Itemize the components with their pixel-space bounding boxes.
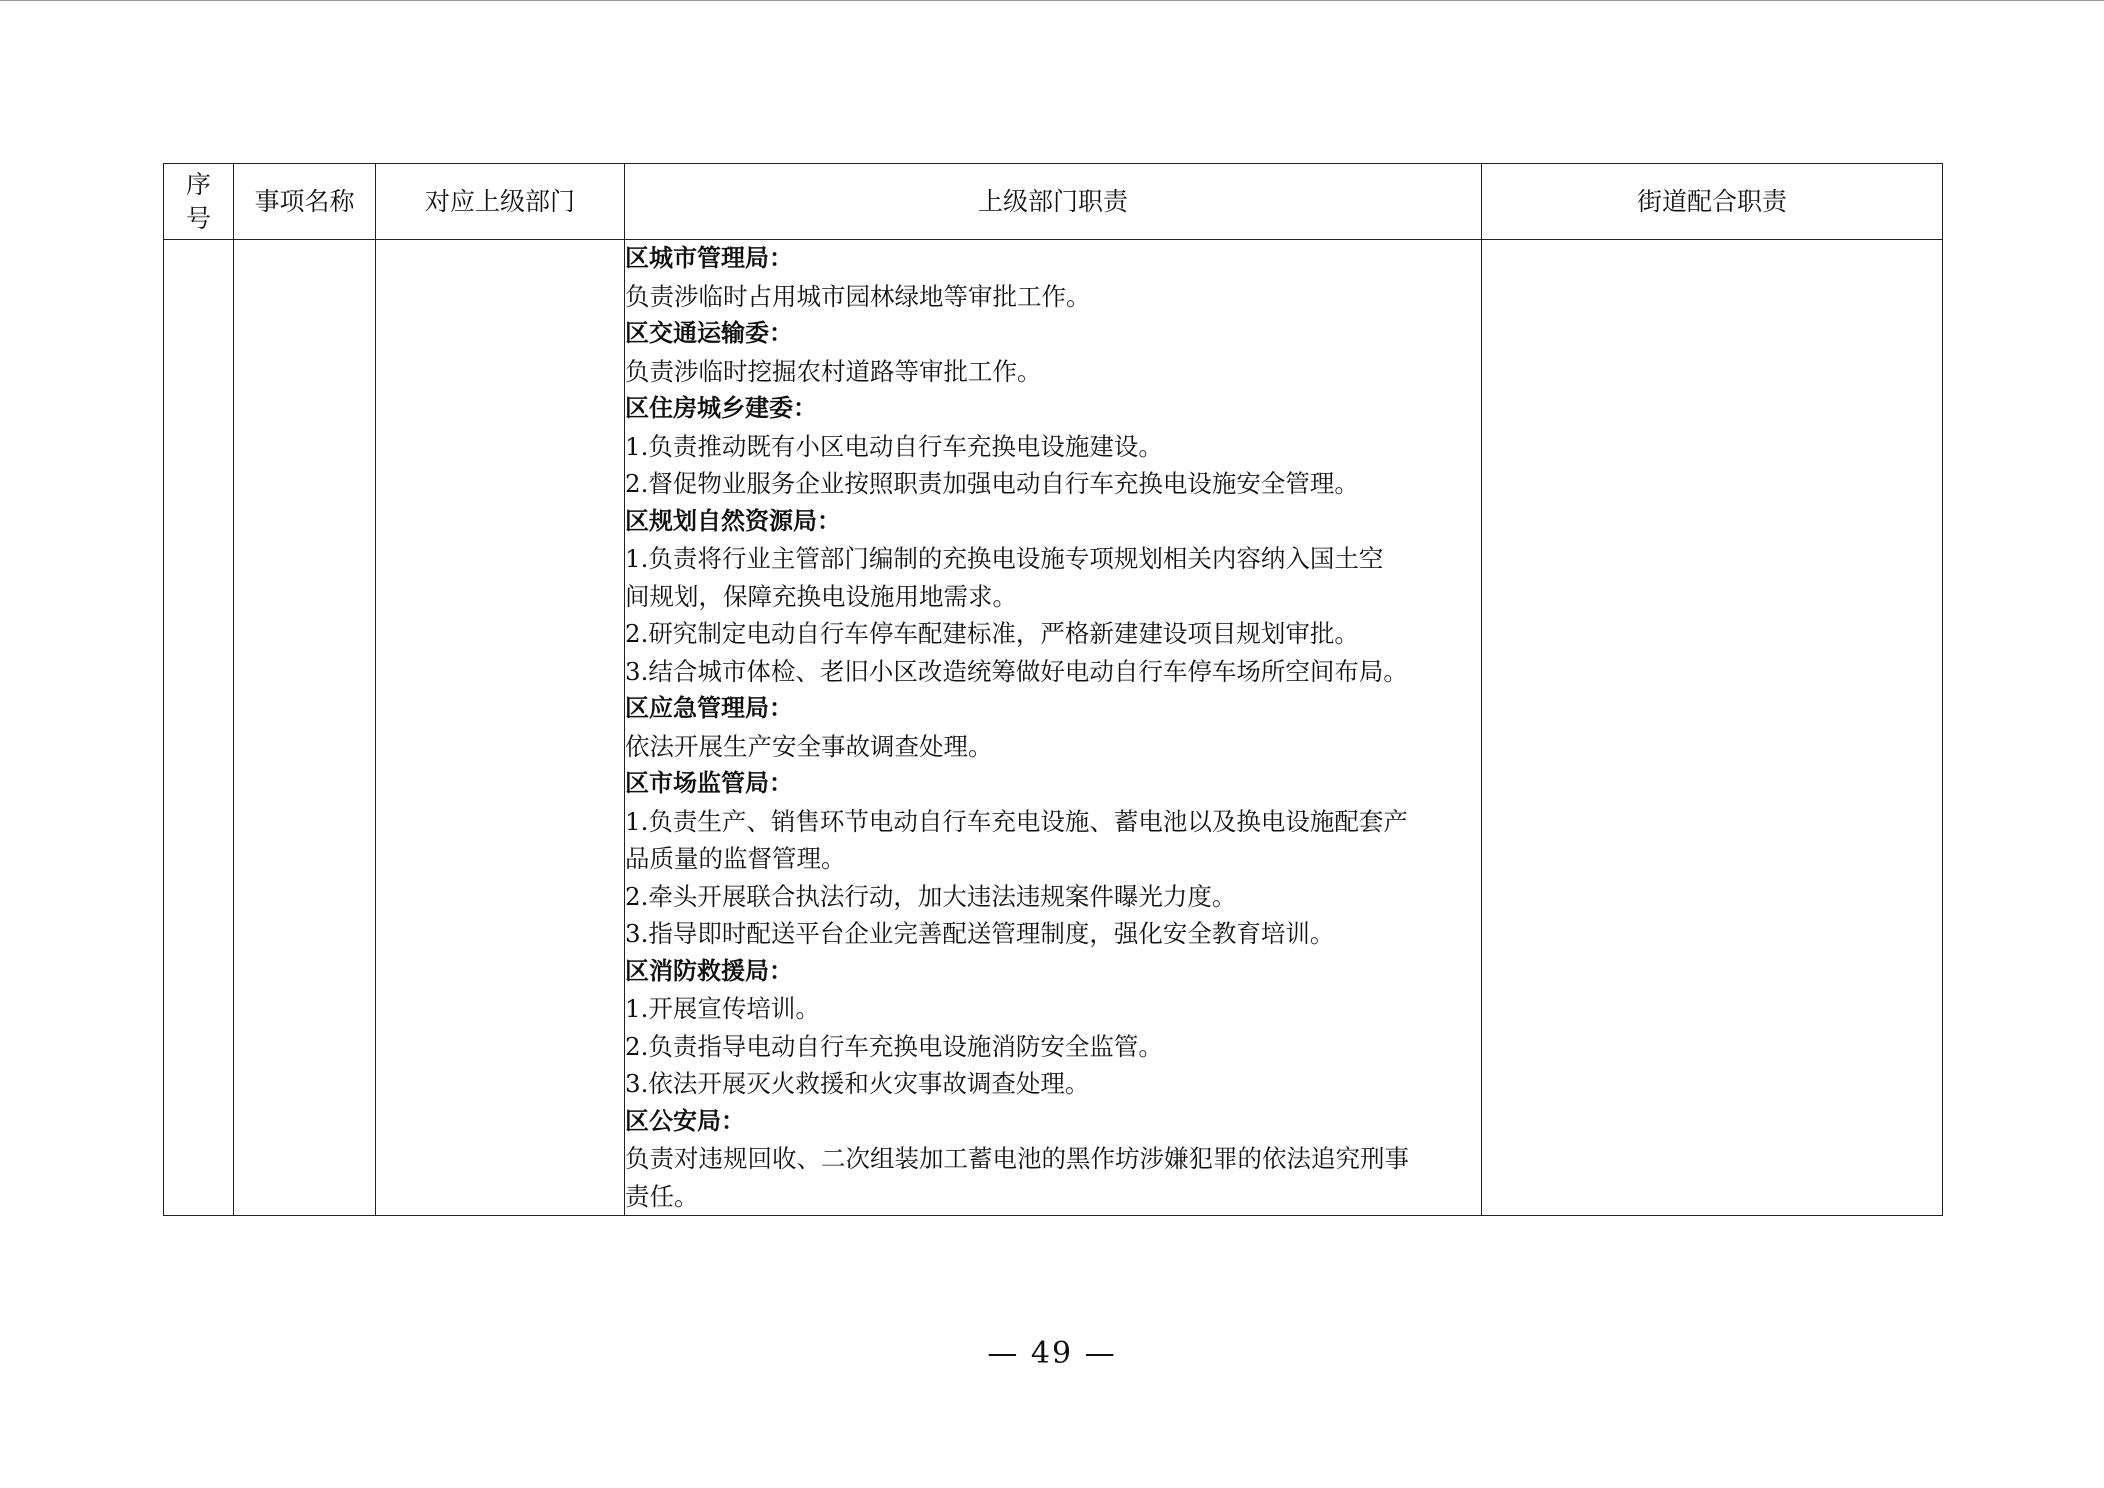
dept-name: 区规划自然资源局：	[625, 506, 841, 535]
duty-line: 依法开展生产安全事故调查处理。	[625, 731, 993, 761]
duty-line: 责任。	[625, 1181, 699, 1211]
duty-line: 3.依法开展灭火救援和火灾事故调查处理。	[625, 1069, 1090, 1098]
dept-block-market-supervision	[625, 765, 1481, 953]
dept-block-transport	[625, 315, 1481, 390]
dept-block-planning	[625, 503, 1481, 691]
header-street-duties: 街道配合职责	[1482, 164, 1943, 240]
duty-line: 1.开展宣传培训。	[625, 994, 820, 1023]
dept-block-city-management	[625, 240, 1481, 315]
cell-superior-dept	[376, 240, 625, 1216]
header-superior-duties: 上级部门职责	[625, 164, 1482, 240]
duty-line: 2.研究制定电动自行车停车配建标准，严格新建建设项目规划审批。	[625, 619, 1359, 648]
duty-line: 1.负责推动既有小区电动自行车充换电设施建设。	[625, 431, 1163, 461]
duty-line: 负责对违规回收、二次组装加工蓄电池的黑作坊涉嫌犯罪的依法追究刑事	[625, 1144, 1409, 1173]
duty-line: 负责涉临时挖掘农村道路等审批工作。	[625, 356, 1042, 386]
duty-line: 2.牵头开展联合执法行动，加大违法违规案件曝光力度。	[625, 881, 1237, 911]
duty-line: 品质量的监督管理。	[625, 844, 846, 873]
duty-line: 2.督促物业服务企业按照职责加强电动自行车充换电设施安全管理。	[625, 469, 1359, 498]
cell-superior-duties	[625, 240, 1482, 1216]
dept-name: 区应急管理局：	[625, 694, 793, 722]
dept-name: 区市场监管局：	[625, 769, 793, 797]
cell-item-name	[234, 240, 376, 1216]
header-seq	[164, 164, 234, 240]
dept-block-emergency	[625, 690, 1481, 765]
duty-line: 1.负责将行业主管部门编制的充换电设施专项规划相关内容纳入国土空	[625, 544, 1384, 573]
dept-name: 区公安局：	[625, 1106, 745, 1135]
duty-line: 1.负责生产、销售环节电动自行车充电设施、蓄电池以及换电设施配套产	[625, 806, 1408, 836]
header-row	[164, 164, 1943, 240]
header-superior-dept: 对应上级部门	[376, 164, 625, 240]
dept-name: 区住房城乡建委：	[625, 394, 817, 422]
header-seq-line1: 序	[185, 169, 211, 199]
dept-block-fire-rescue	[625, 953, 1481, 1103]
duty-line: 2.负责指导电动自行车充换电设施消防安全监管。	[625, 1031, 1163, 1061]
page-number: — 49 —	[987, 1336, 1117, 1371]
cell-seq	[164, 240, 234, 1216]
dept-block-public-security	[625, 1103, 1481, 1216]
duty-line: 3.结合城市体检、老旧小区改造统筹做好电动自行车停车场所空间布局。	[625, 656, 1408, 686]
cell-street-duties	[1482, 240, 1943, 1216]
dept-name: 区城市管理局：	[625, 244, 793, 272]
dept-block-housing	[625, 390, 1481, 503]
duty-line: 间规划，保障充换电设施用地需求。	[625, 581, 1017, 611]
table-row	[164, 240, 1943, 1216]
duty-table	[163, 163, 1943, 1216]
dept-name: 区消防救援局：	[625, 956, 793, 985]
dept-name: 区交通运输委：	[625, 319, 793, 347]
duty-line: 3.指导即时配送平台企业完善配送管理制度，强化安全教育培训。	[625, 919, 1335, 948]
header-item-name: 事项名称	[234, 164, 376, 240]
header-seq-line2: 号	[185, 203, 211, 233]
duty-line: 负责涉临时占用城市园林绿地等审批工作。	[625, 281, 1091, 311]
